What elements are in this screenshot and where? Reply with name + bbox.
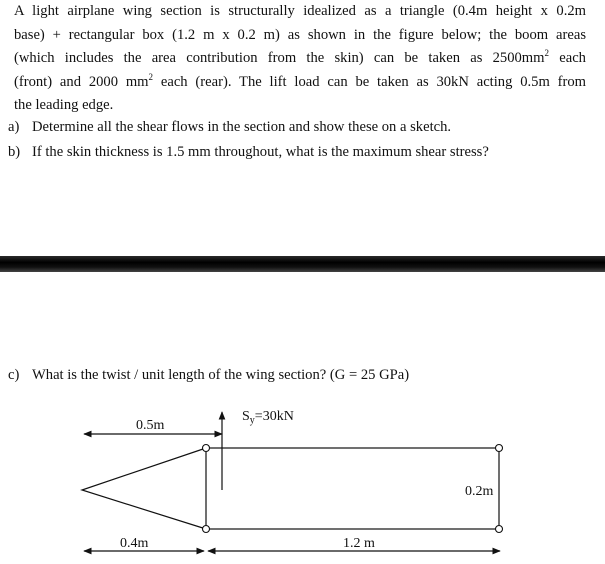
rectangular-box [206, 448, 499, 529]
question-a [8, 119, 451, 136]
problem-line-4-tail: each (rear). The lift load can be taken as 30kN acting 0.5m from [153, 73, 586, 90]
load-subscript: y [249, 415, 255, 426]
problem-line-5: the leading edge. [14, 97, 114, 113]
problem-line-2: base) + rectangular box (1.2 m x 0.2 m) as shown in the figure below; the boom areas [14, 26, 586, 43]
superscript-2: 2 [544, 48, 550, 58]
question-a-text: Determine all the shear flows in the section and show these on a sketch. [32, 119, 452, 135]
problem-line-3 [14, 47, 586, 71]
question-b [8, 144, 489, 161]
page-divider-bar [0, 256, 605, 272]
boom-rear-bottom [496, 526, 503, 533]
question-c [8, 367, 409, 384]
boom-front-bottom [203, 526, 210, 533]
triangle-leading-edge [82, 448, 206, 529]
question-b-label: b) [8, 144, 21, 160]
question-a-label: a) [8, 119, 20, 135]
boom-front-top [203, 445, 210, 452]
question-c-text: What is the twist / unit length of the wing section? (G = 25 GPa) [32, 367, 410, 383]
load-value: =30kN [254, 409, 294, 424]
superscript-2: 2 [148, 71, 154, 82]
problem-line-4 [14, 71, 586, 95]
question-b-text: If the skin thickness is 1.5 mm throughout, what is the maximum shear stress? [32, 144, 489, 160]
dim-label-0.2m: 0.2m [465, 484, 494, 499]
dim-label-0.5m: 0.5m [136, 418, 165, 433]
wing-section-figure [0, 395, 605, 564]
problem-line-3-tail: each [549, 50, 586, 66]
problem-line-3-text: (which includes the area contribution from the skin) can be taken as 2500mm [14, 50, 545, 66]
dim-label-0.4m: 0.4m [120, 536, 149, 551]
problem-line-4-text: (front) and 2000 mm [14, 73, 149, 90]
problem-statement [14, 0, 586, 118]
boom-rear-top [496, 445, 503, 452]
question-c-label: c) [8, 367, 20, 383]
problem-line-1: A light airplane wing section is structurally idealized as a triangle (0.4m height x 0.2m [14, 3, 586, 19]
dim-label-1.2m: 1.2 m [343, 536, 375, 551]
load-label [242, 409, 294, 426]
load-symbol: S [242, 409, 250, 424]
